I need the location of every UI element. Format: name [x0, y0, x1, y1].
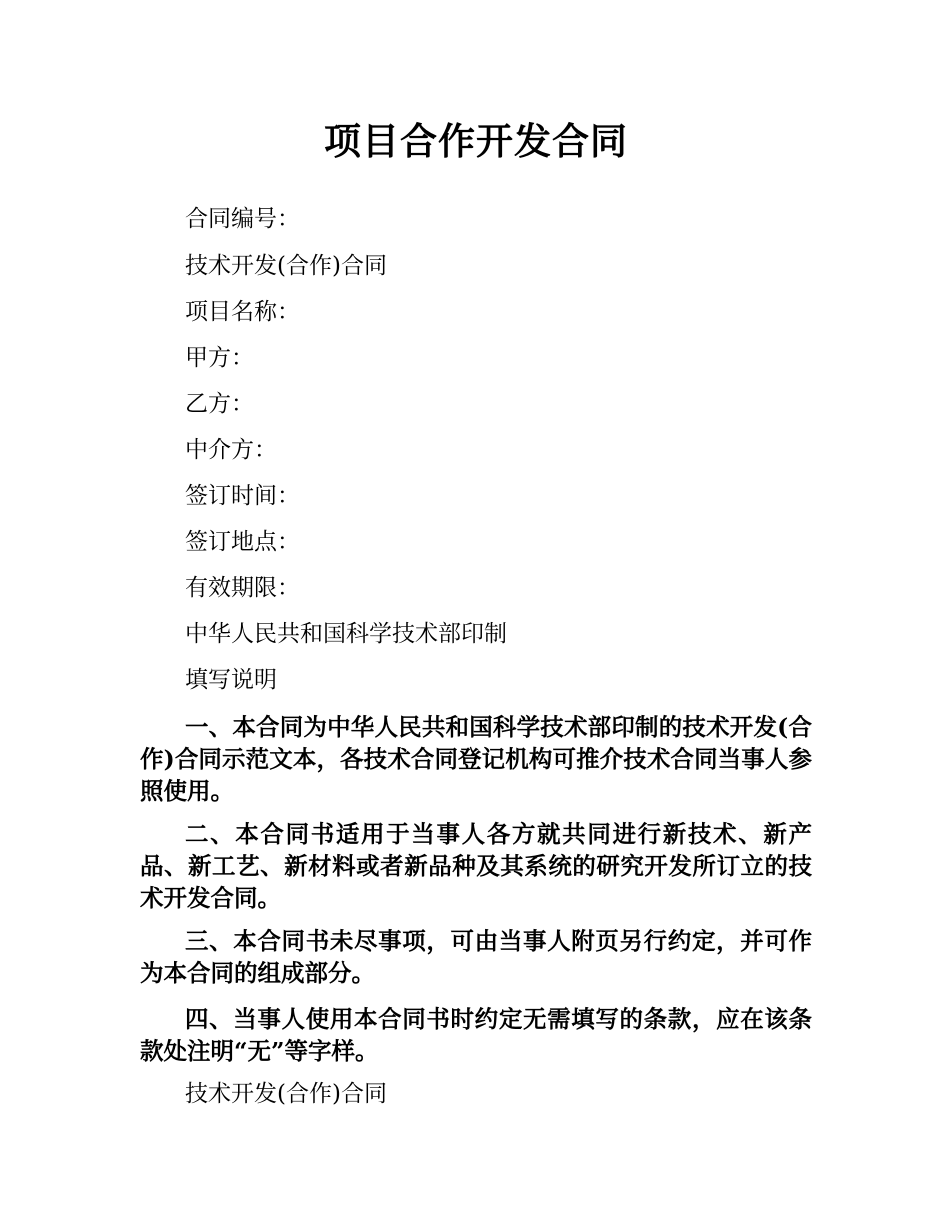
field-party-b: 乙方：	[185, 391, 254, 417]
field-contract-number: 合同编号：	[185, 206, 300, 232]
field-project-name: 项目名称：	[185, 299, 300, 325]
instruction-paragraph-4: 四、当事人使用本合同书时约定无需填写的条款，应在该条款处注明“无”等字样。	[140, 1005, 812, 1065]
instruction-paragraph-1: 一、本合同为中华人民共和国科学技术部印制的技术开发(合作)合同示范文本，各技术合同登记机构可推介技术合同当事人参照使用。	[140, 713, 812, 805]
field-signing-time: 签订时间：	[185, 483, 300, 509]
instruction-paragraph-2: 二、本合同书适用于当事人各方就共同进行新技术、新产品、新工艺、新材料或者新品种及其系统的研究开发所订立的技术开发合同。	[140, 820, 812, 912]
document-title: 项目合作开发合同	[324, 120, 628, 163]
field-validity-period: 有效期限：	[185, 575, 300, 601]
field-intermediary: 中介方：	[185, 437, 277, 463]
instruction-paragraph-3: 三、本合同书未尽事项，可由当事人附页另行约定，并可作为本合同的组成部分。	[140, 927, 812, 987]
contract-type-line: 技术开发(合作)合同	[185, 253, 387, 279]
field-signing-place: 签订地点：	[185, 529, 300, 555]
contract-type-footer-line: 技术开发(合作)合同	[185, 1081, 387, 1107]
publisher-line: 中华人民共和国科学技术部印制	[185, 621, 507, 647]
instructions-heading: 填写说明	[185, 667, 277, 693]
field-party-a: 甲方：	[185, 345, 254, 371]
